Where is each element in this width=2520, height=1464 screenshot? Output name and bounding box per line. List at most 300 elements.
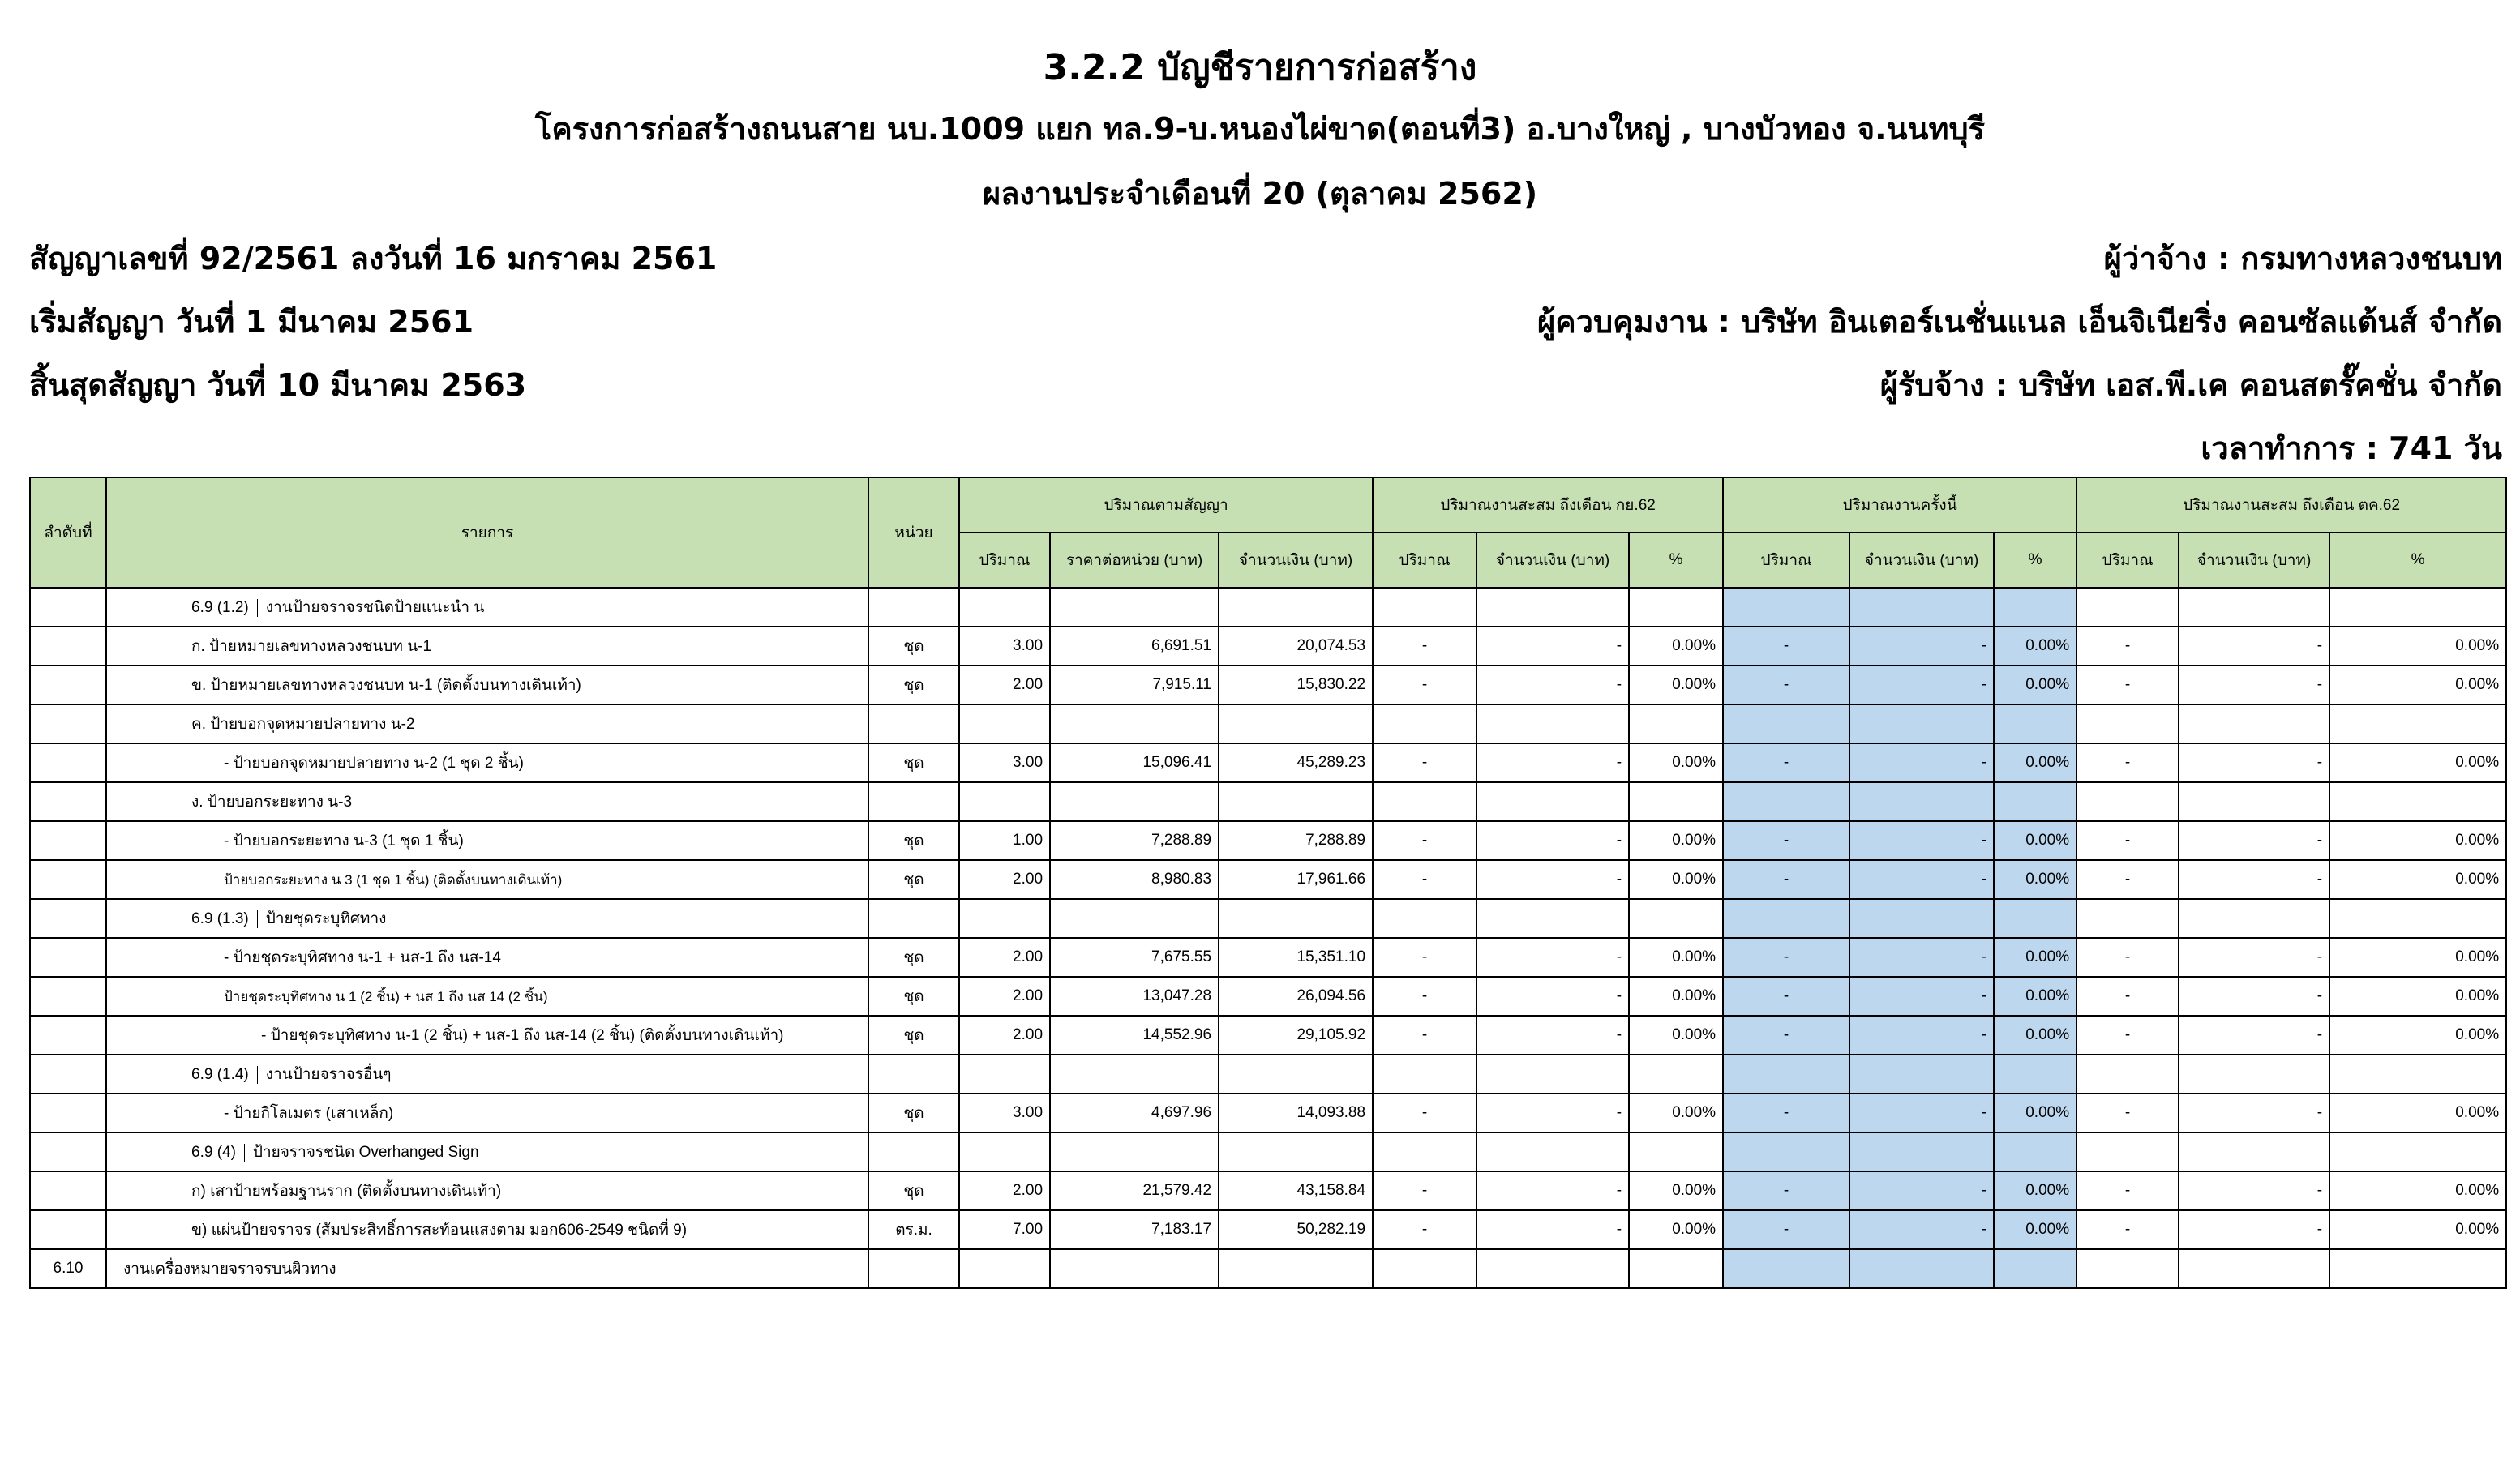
item-cell — [106, 743, 868, 782]
item-cell — [106, 938, 868, 977]
cell-p-amt: - — [1476, 977, 1629, 1016]
cell-amount — [1219, 1055, 1373, 1094]
group-cumulative-header: ปริมาณงานสะสม ถึงเดือน ตค.62 — [2076, 477, 2506, 533]
cell-t-amt — [1849, 1055, 1994, 1094]
cell-t-amt — [1849, 588, 1994, 627]
item-cell — [106, 1132, 868, 1171]
cell-p-amt — [1476, 1132, 1629, 1171]
cell-p-qty: - — [1373, 666, 1476, 704]
unit-cell: ชุด — [868, 1094, 959, 1132]
cell-t-pct: 0.00% — [1994, 1094, 2076, 1132]
table-row — [30, 1210, 2506, 1249]
cell-qty: 3.00 — [959, 743, 1050, 782]
cell-price: 21,579.42 — [1050, 1171, 1219, 1210]
col-pct-header: % — [1629, 533, 1723, 588]
cell-p-qty — [1373, 1132, 1476, 1171]
cell-qty — [959, 588, 1050, 627]
cell-p-pct — [1629, 704, 1723, 743]
item-cell — [106, 1016, 868, 1055]
working-duration: เวลาทำการ : 741 วัน — [2201, 430, 2502, 466]
item-cell — [106, 821, 868, 860]
cell-c-pct: 0.00% — [2329, 821, 2506, 860]
cell-qty: 3.00 — [959, 627, 1050, 666]
cell-price: 6,691.51 — [1050, 627, 1219, 666]
cell-p-amt — [1476, 1249, 1629, 1288]
cell-t-amt: - — [1849, 627, 1994, 666]
cell-c-qty: - — [2076, 860, 2179, 899]
cell-p-pct — [1629, 782, 1723, 821]
cell-t-amt — [1849, 899, 1994, 938]
cell-t-pct: 0.00% — [1994, 666, 2076, 704]
item-description: ข) แผ่นป้ายจราจร (สัมประสิทธิ์การสะท้อนแสงตาม มอก606-2549 ชนิดที่ 9) — [191, 1222, 688, 1239]
cell-c-amt — [2179, 782, 2329, 821]
row-number — [30, 938, 106, 977]
cell-c-amt — [2179, 1132, 2329, 1171]
cell-c-qty: - — [2076, 1094, 2179, 1132]
cell-p-amt: - — [1476, 938, 1629, 977]
cell-p-qty: - — [1373, 938, 1476, 977]
cell-p-amt: - — [1476, 1171, 1629, 1210]
cell-amount: 43,158.84 — [1219, 1171, 1373, 1210]
cell-t-amt: - — [1849, 1016, 1994, 1055]
cell-t-qty: - — [1723, 1016, 1849, 1055]
item-cell — [106, 666, 868, 704]
cell-p-pct: 0.00% — [1629, 666, 1723, 704]
table-row — [30, 1249, 2506, 1288]
cell-t-pct: 0.00% — [1994, 743, 2076, 782]
cell-t-pct: 0.00% — [1994, 938, 2076, 977]
cell-p-pct: 0.00% — [1629, 1210, 1723, 1249]
cell-amount — [1219, 588, 1373, 627]
cell-p-pct: 0.00% — [1629, 977, 1723, 1016]
cell-p-pct — [1629, 588, 1723, 627]
unit-cell: ชุด — [868, 821, 959, 860]
cell-c-qty: - — [2076, 938, 2179, 977]
cell-t-pct: 0.00% — [1994, 821, 2076, 860]
cell-qty: 7.00 — [959, 1210, 1050, 1249]
cell-c-pct — [2329, 1132, 2506, 1171]
cell-price: 4,697.96 — [1050, 1094, 1219, 1132]
contract-number: สัญญาเลขที่ 92/2561 ลงวันที่ 16 มกราคม 2561 — [29, 241, 718, 276]
table-row — [30, 782, 2506, 821]
cell-c-amt — [2179, 588, 2329, 627]
cell-t-qty: - — [1723, 1210, 1849, 1249]
cell-p-amt: - — [1476, 627, 1629, 666]
cell-t-pct — [1994, 704, 2076, 743]
item-description: ง. ป้ายบอกระยะทาง น-3 — [191, 794, 353, 811]
row-number: 6.10 — [30, 1249, 106, 1288]
cell-p-amt: - — [1476, 1210, 1629, 1249]
cell-price — [1050, 782, 1219, 821]
cell-qty — [959, 1055, 1050, 1094]
cell-t-pct: 0.00% — [1994, 860, 2076, 899]
cell-p-qty: - — [1373, 977, 1476, 1016]
cell-t-qty: - — [1723, 743, 1849, 782]
cell-qty: 1.00 — [959, 821, 1050, 860]
cell-t-amt — [1849, 1249, 1994, 1288]
cell-amount: 45,289.23 — [1219, 743, 1373, 782]
cell-amount — [1219, 899, 1373, 938]
cell-t-amt: - — [1849, 666, 1994, 704]
cell-p-amt — [1476, 1055, 1629, 1094]
col-qty-header: ปริมาณ — [1723, 533, 1849, 588]
table-row — [30, 666, 2506, 704]
table-row — [30, 860, 2506, 899]
cell-t-pct — [1994, 782, 2076, 821]
col-amount-header: จำนวนเงิน (บาท) — [1219, 533, 1373, 588]
row-number — [30, 666, 106, 704]
table-row — [30, 938, 2506, 977]
row-number — [30, 782, 106, 821]
cell-p-qty — [1373, 1249, 1476, 1288]
row-number — [30, 704, 106, 743]
cell-amount — [1219, 1249, 1373, 1288]
table-row — [30, 627, 2506, 666]
cell-p-qty: - — [1373, 1210, 1476, 1249]
cell-p-pct — [1629, 1249, 1723, 1288]
cell-p-qty: - — [1373, 627, 1476, 666]
unit-cell: ชุด — [868, 666, 959, 704]
cell-p-qty: - — [1373, 1094, 1476, 1132]
item-cell — [106, 1171, 868, 1210]
cell-amount — [1219, 782, 1373, 821]
cell-p-qty: - — [1373, 1171, 1476, 1210]
col-amount-header: จำนวนเงิน (บาท) — [1476, 533, 1629, 588]
col-item-header: รายการ — [106, 477, 868, 588]
cell-t-qty: - — [1723, 1171, 1849, 1210]
cell-t-qty — [1723, 1055, 1849, 1094]
cell-c-amt — [2179, 704, 2329, 743]
cell-t-pct: 0.00% — [1994, 1016, 2076, 1055]
item-description: ข. ป้ายหมายเลขทางหลวงชนบท น-1 (ติดตั้งบนทางเดินเท้า) — [191, 677, 581, 694]
row-number — [30, 977, 106, 1016]
item-cell — [106, 1094, 868, 1132]
table-row — [30, 1016, 2506, 1055]
cell-p-qty — [1373, 588, 1476, 627]
row-number — [30, 1132, 106, 1171]
cell-price — [1050, 1249, 1219, 1288]
cell-c-amt — [2179, 1055, 2329, 1094]
cell-t-amt: - — [1849, 977, 1994, 1016]
cell-t-qty: - — [1723, 977, 1849, 1016]
cell-c-pct — [2329, 704, 2506, 743]
section-code: 6.9 (1.2) — [191, 599, 258, 617]
cell-qty — [959, 704, 1050, 743]
unit-cell: ชุด — [868, 743, 959, 782]
cell-p-pct: 0.00% — [1629, 743, 1723, 782]
cell-c-qty: - — [2076, 1016, 2179, 1055]
cell-t-pct: 0.00% — [1994, 1171, 2076, 1210]
cell-c-qty — [2076, 899, 2179, 938]
cell-c-qty: - — [2076, 1171, 2179, 1210]
cell-amount: 14,093.88 — [1219, 1094, 1373, 1132]
cell-price: 13,047.28 — [1050, 977, 1219, 1016]
report-period: ผลงานประจำเดือนที่ 20 (ตุลาคม 2562) — [982, 176, 1538, 212]
row-number — [30, 1055, 106, 1094]
cell-c-qty: - — [2076, 977, 2179, 1016]
supervisor: ผู้ควบคุมงาน : บริษัท อินเตอร์เนชั่นแนล เอ็นจิเนียริ่ง คอนซัลแต้นส์ จำกัด — [1536, 304, 2502, 340]
col-amount-header: จำนวนเงิน (บาท) — [1849, 533, 1994, 588]
row-number — [30, 1210, 106, 1249]
cell-p-amt — [1476, 782, 1629, 821]
cell-price: 8,980.83 — [1050, 860, 1219, 899]
cell-p-pct: 0.00% — [1629, 860, 1723, 899]
unit-cell — [868, 704, 959, 743]
cell-amount: 20,074.53 — [1219, 627, 1373, 666]
section-code: 6.9 (4) — [191, 1144, 245, 1162]
cell-price: 7,288.89 — [1050, 821, 1219, 860]
project-name: โครงการก่อสร้างถนนสาย นบ.1009 แยก ทล.9-บ.หนองไผ่ขาด(ตอนที่3) อ.บางใหญ่ , บางบัวทอง จ.นนทบุรี — [534, 111, 1986, 147]
cell-c-pct: 0.00% — [2329, 1210, 2506, 1249]
col-unit-price-header: ราคาต่อหน่วย (บาท) — [1050, 533, 1219, 588]
cell-c-pct — [2329, 588, 2506, 627]
cell-t-pct — [1994, 899, 2076, 938]
cell-amount: 29,105.92 — [1219, 1016, 1373, 1055]
cell-t-qty — [1723, 704, 1849, 743]
cell-qty — [959, 1132, 1050, 1171]
cell-t-pct — [1994, 588, 2076, 627]
table-row — [30, 1171, 2506, 1210]
cell-qty: 2.00 — [959, 1016, 1050, 1055]
cell-p-qty: - — [1373, 821, 1476, 860]
unit-cell: ชุด — [868, 860, 959, 899]
cell-amount: 15,351.10 — [1219, 938, 1373, 977]
table-row — [30, 1132, 2506, 1171]
cell-t-amt — [1849, 782, 1994, 821]
cell-p-pct — [1629, 899, 1723, 938]
cell-t-amt: - — [1849, 1094, 1994, 1132]
cell-p-qty: - — [1373, 860, 1476, 899]
section-code: 6.9 (1.3) — [191, 910, 258, 928]
item-description: - ป้ายกิโลเมตร (เสาเหล็ก) — [224, 1105, 394, 1122]
cell-price — [1050, 899, 1219, 938]
cell-p-qty — [1373, 1055, 1476, 1094]
cell-qty — [959, 1249, 1050, 1288]
cell-t-amt: - — [1849, 860, 1994, 899]
cell-p-amt: - — [1476, 666, 1629, 704]
unit-cell — [868, 782, 959, 821]
row-number — [30, 899, 106, 938]
row-number — [30, 1094, 106, 1132]
unit-cell — [868, 899, 959, 938]
contract-end: สิ้นสุดสัญญา วันที่ 10 มีนาคม 2563 — [29, 367, 527, 403]
cell-t-qty — [1723, 1132, 1849, 1171]
cell-amount: 15,830.22 — [1219, 666, 1373, 704]
cell-p-pct — [1629, 1132, 1723, 1171]
cell-c-pct — [2329, 1055, 2506, 1094]
col-no-header: ลำดับที่ — [30, 477, 106, 588]
item-description: - ป้ายชุดระบุทิศทาง น-1 (2 ชิ้น) + นส-1 ถึง นส-14 (2 ชิ้น) (ติดตั้งบนทางเดินเท้า) — [261, 1027, 784, 1044]
cell-qty: 2.00 — [959, 1171, 1050, 1210]
item-cell — [106, 588, 868, 627]
table-row — [30, 1094, 2506, 1132]
cell-t-qty: - — [1723, 938, 1849, 977]
unit-cell — [868, 1132, 959, 1171]
cell-c-qty: - — [2076, 743, 2179, 782]
col-qty-header: ปริมาณ — [2076, 533, 2179, 588]
cell-c-pct — [2329, 1249, 2506, 1288]
cell-p-pct: 0.00% — [1629, 1016, 1723, 1055]
cell-p-pct: 0.00% — [1629, 627, 1723, 666]
contractor: ผู้รับจ้าง : บริษัท เอส.พี.เค คอนสตรั๊คชั่น จำกัด — [1879, 367, 2502, 403]
cell-amount — [1219, 704, 1373, 743]
cell-t-pct: 0.00% — [1994, 977, 2076, 1016]
unit-cell — [868, 1055, 959, 1094]
cell-qty: 2.00 — [959, 860, 1050, 899]
cell-p-qty: - — [1373, 1016, 1476, 1055]
item-cell — [106, 1249, 868, 1288]
item-cell — [106, 782, 868, 821]
cell-t-qty — [1723, 1249, 1849, 1288]
cell-p-pct: 0.00% — [1629, 1171, 1723, 1210]
cell-c-qty: - — [2076, 1210, 2179, 1249]
item-cell — [106, 860, 868, 899]
cell-c-pct: 0.00% — [2329, 743, 2506, 782]
cell-p-amt — [1476, 899, 1629, 938]
cell-p-qty: - — [1373, 743, 1476, 782]
cell-p-pct: 0.00% — [1629, 1094, 1723, 1132]
cell-c-amt: - — [2179, 1171, 2329, 1210]
col-pct-header: % — [2329, 533, 2506, 588]
cell-p-pct: 0.00% — [1629, 938, 1723, 977]
item-cell — [106, 627, 868, 666]
cell-price — [1050, 588, 1219, 627]
cell-c-amt — [2179, 899, 2329, 938]
group-contract-header: ปริมาณตามสัญญา — [959, 477, 1373, 533]
item-description: - ป้ายบอกจุดหมายปลายทาง น-2 (1 ชุด 2 ชิ้น) — [224, 755, 524, 772]
unit-cell: ชุด — [868, 1171, 959, 1210]
cell-t-qty: - — [1723, 860, 1849, 899]
cell-c-pct — [2329, 899, 2506, 938]
cell-qty: 2.00 — [959, 977, 1050, 1016]
cell-c-amt: - — [2179, 1094, 2329, 1132]
cell-c-amt: - — [2179, 977, 2329, 1016]
cell-c-amt — [2179, 1249, 2329, 1288]
cell-price: 7,675.55 — [1050, 938, 1219, 977]
cell-qty — [959, 782, 1050, 821]
document-title: 3.2.2 บัญชีรายการก่อสร้าง — [1043, 47, 1477, 88]
cell-c-amt: - — [2179, 627, 2329, 666]
item-description: ค. ป้ายบอกจุดหมายปลายทาง น-2 — [191, 716, 415, 733]
item-description: งานป้ายจราจรอื่นๆ — [265, 1066, 392, 1083]
table-row — [30, 899, 2506, 938]
cell-p-amt: - — [1476, 1094, 1629, 1132]
cell-c-amt: - — [2179, 666, 2329, 704]
section-code: 6.9 (1.4) — [191, 1066, 258, 1084]
group-this-period-header: ปริมาณงานครั้งนี้ — [1723, 477, 2076, 533]
cell-c-pct: 0.00% — [2329, 1016, 2506, 1055]
cell-c-pct: 0.00% — [2329, 627, 2506, 666]
col-pct-header: % — [1994, 533, 2076, 588]
cell-p-amt — [1476, 704, 1629, 743]
cell-t-amt: - — [1849, 1171, 1994, 1210]
cell-t-qty: - — [1723, 627, 1849, 666]
row-number — [30, 588, 106, 627]
unit-cell: ชุด — [868, 627, 959, 666]
item-description: งานเครื่องหมายจราจรบนผิวทาง — [123, 1261, 336, 1278]
cell-c-qty: - — [2076, 666, 2179, 704]
table-row — [30, 588, 2506, 627]
cell-price — [1050, 1055, 1219, 1094]
row-number — [30, 627, 106, 666]
cell-amount — [1219, 1132, 1373, 1171]
cell-c-pct: 0.00% — [2329, 1094, 2506, 1132]
cell-c-amt: - — [2179, 743, 2329, 782]
cell-t-qty — [1723, 588, 1849, 627]
cell-p-amt: - — [1476, 743, 1629, 782]
cell-price — [1050, 704, 1219, 743]
item-description: - ป้ายบอกระยะทาง น-3 (1 ชุด 1 ชิ้น) — [224, 833, 464, 850]
cell-c-qty — [2076, 1249, 2179, 1288]
cell-c-pct: 0.00% — [2329, 860, 2506, 899]
cell-c-qty — [2076, 588, 2179, 627]
cell-c-amt: - — [2179, 1016, 2329, 1055]
group-previous-header: ปริมาณงานสะสม ถึงเดือน กย.62 — [1373, 477, 1723, 533]
cell-c-pct — [2329, 782, 2506, 821]
cell-qty: 2.00 — [959, 938, 1050, 977]
cell-t-amt — [1849, 704, 1994, 743]
cell-amount: 7,288.89 — [1219, 821, 1373, 860]
cell-c-pct: 0.00% — [2329, 938, 2506, 977]
table-row — [30, 977, 2506, 1016]
bill-of-quantities-table — [29, 477, 2507, 1289]
cell-t-pct — [1994, 1249, 2076, 1288]
cell-p-amt: - — [1476, 860, 1629, 899]
cell-t-qty — [1723, 899, 1849, 938]
cell-c-qty — [2076, 704, 2179, 743]
col-unit-header: หน่วย — [868, 477, 959, 588]
cell-t-pct — [1994, 1132, 2076, 1171]
cell-c-pct: 0.00% — [2329, 977, 2506, 1016]
row-number — [30, 860, 106, 899]
cell-t-pct: 0.00% — [1994, 1210, 2076, 1249]
unit-cell — [868, 1249, 959, 1288]
row-number — [30, 1016, 106, 1055]
cell-t-pct: 0.00% — [1994, 627, 2076, 666]
cell-t-qty: - — [1723, 821, 1849, 860]
col-amount-header: จำนวนเงิน (บาท) — [2179, 533, 2329, 588]
col-qty-header: ปริมาณ — [1373, 533, 1476, 588]
cell-c-qty: - — [2076, 627, 2179, 666]
cell-p-qty — [1373, 704, 1476, 743]
unit-cell: ชุด — [868, 1016, 959, 1055]
item-description: งานป้ายจราจรชนิดป้ายแนะนำ น — [265, 599, 485, 616]
item-cell — [106, 704, 868, 743]
row-number — [30, 743, 106, 782]
row-number — [30, 821, 106, 860]
cell-t-amt: - — [1849, 821, 1994, 860]
table-row — [30, 821, 2506, 860]
unit-cell — [868, 588, 959, 627]
cell-price — [1050, 1132, 1219, 1171]
cell-c-qty: - — [2076, 821, 2179, 860]
cell-qty: 2.00 — [959, 666, 1050, 704]
cell-qty: 3.00 — [959, 1094, 1050, 1132]
cell-p-pct: 0.00% — [1629, 821, 1723, 860]
item-cell — [106, 977, 868, 1016]
cell-price: 7,915.11 — [1050, 666, 1219, 704]
item-description: ป้ายจราจรชนิด Overhanged Sign — [252, 1144, 479, 1161]
cell-c-qty — [2076, 1055, 2179, 1094]
cell-p-amt: - — [1476, 1016, 1629, 1055]
cell-t-qty: - — [1723, 1094, 1849, 1132]
cell-t-amt: - — [1849, 1210, 1994, 1249]
cell-price: 7,183.17 — [1050, 1210, 1219, 1249]
cell-c-qty — [2076, 782, 2179, 821]
employer: ผู้ว่าจ้าง : กรมทางหลวงชนบท — [2103, 241, 2502, 276]
cell-p-amt — [1476, 588, 1629, 627]
cell-p-qty — [1373, 899, 1476, 938]
